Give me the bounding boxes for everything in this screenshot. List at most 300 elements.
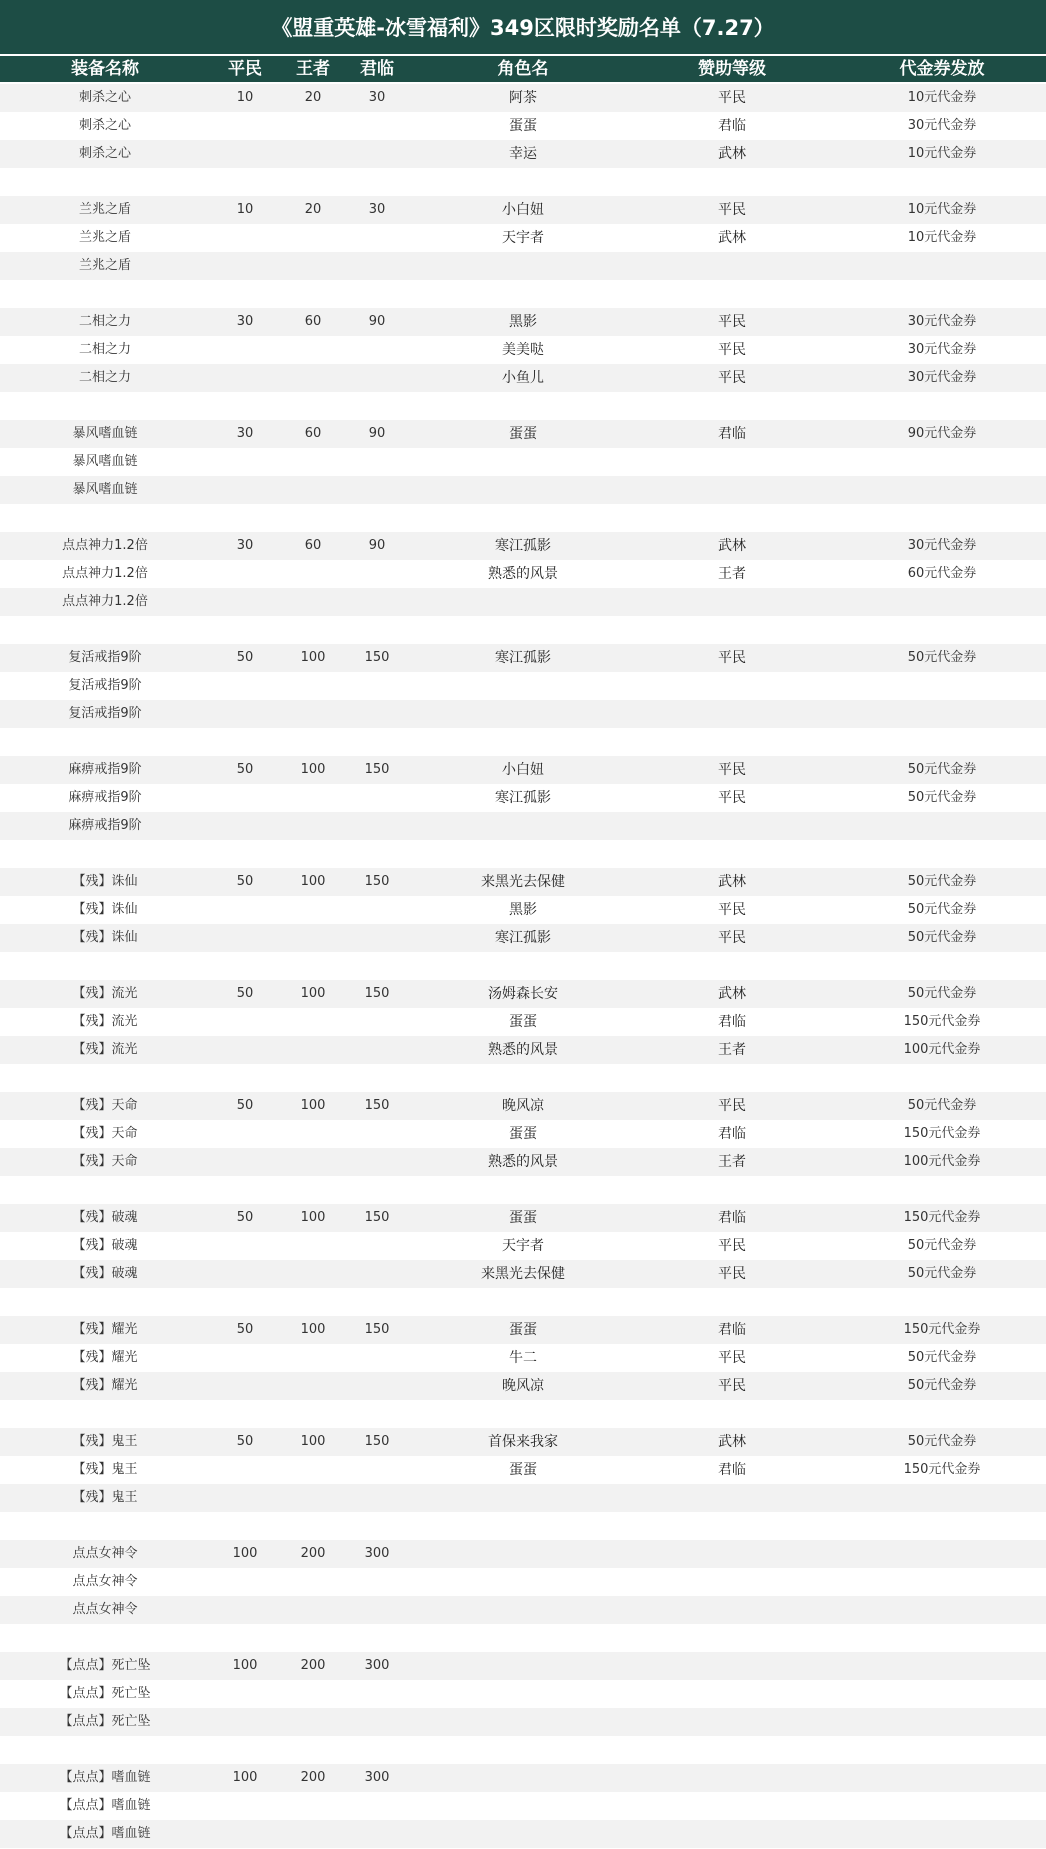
cell-role-name [443,504,603,532]
cell-sponsor-level [682,1484,782,1512]
cell-pingmin [215,1008,275,1036]
cell-sponsor-level: 平民 [718,90,746,106]
cell-sponsor-level: 平民 [718,930,746,946]
cell-coupon: 50元代金券 [907,986,977,1001]
cell-item-name: 点点神力1.2倍 [62,566,148,581]
cell-sponsor-level [682,1708,782,1736]
cell-item-name: 点点神力1.2倍 [62,594,148,609]
table-row [0,784,1046,812]
cell-sponsor-level [682,1176,782,1204]
cell-item-name: 【残】鬼王 [72,1434,138,1449]
table-row [0,168,1046,196]
cell-role-name: 晚风凉 [502,1098,544,1114]
cell-junlin: 150 [364,1434,390,1449]
cell-wangzhe [283,1232,343,1260]
cell-role-name [443,1708,603,1736]
cell-sponsor-level [682,588,782,616]
table-row [0,952,1046,980]
cell-role-name: 蛋蛋 [509,1462,537,1478]
cell-wangzhe: 100 [300,1322,326,1337]
table-row [0,1680,1046,1708]
cell-junlin [347,588,407,616]
cell-sponsor-level [682,1064,782,1092]
cell-role-name: 幸运 [509,146,537,162]
table-row [0,1652,1046,1680]
cell-junlin: 150 [364,1322,390,1337]
cell-junlin: 300 [364,1658,390,1673]
cell-wangzhe [283,896,343,924]
cell-sponsor-level: 君临 [718,1322,746,1338]
cell-item-name: 【残】流光 [72,1042,138,1057]
cell-sponsor-level: 王者 [718,1154,746,1170]
cell-junlin [347,168,407,196]
cell-item-name: 【点点】嗜血链 [59,1826,151,1841]
cell-coupon: 50元代金券 [907,650,977,665]
cell-pingmin [215,1036,275,1064]
cell-sponsor-level: 平民 [718,1098,746,1114]
cell-junlin [347,728,407,756]
cell-coupon: 50元代金券 [907,1238,977,1253]
cell-pingmin [215,924,275,952]
cell-sponsor-level [682,1820,782,1848]
header-wangzhe: 王者 [296,59,330,79]
table-row [0,700,1046,728]
cell-pingmin: 30 [236,538,254,553]
cell-pingmin: 100 [232,1546,258,1561]
table-row [0,476,1046,504]
cell-item-name: 暴风嗜血链 [72,426,138,441]
cell-item-name: 【点点】死亡坠 [59,1658,151,1673]
cell-coupon [862,840,1022,868]
cell-pingmin [215,1624,275,1652]
cell-wangzhe: 100 [300,1210,326,1225]
cell-sponsor-level [682,1736,782,1764]
cell-role-name [443,1400,603,1428]
cell-coupon: 90元代金券 [907,426,977,441]
cell-role-name [443,168,603,196]
cell-wangzhe [283,588,343,616]
cell-role-name: 熟悉的风景 [488,1042,558,1058]
cell-item-name: 复活戒指9阶 [68,678,142,693]
cell-junlin [347,280,407,308]
cell-item-name [30,1288,180,1316]
cell-sponsor-level [682,1764,782,1792]
cell-wangzhe [283,140,343,168]
cell-coupon [862,1568,1022,1596]
cell-role-name [443,700,603,728]
cell-coupon [862,1792,1022,1820]
cell-item-name [30,1624,180,1652]
table-row [0,1512,1046,1540]
cell-sponsor-level [682,1400,782,1428]
cell-item-name: 【残】天命 [72,1126,138,1141]
table-row [0,840,1046,868]
cell-role-name [443,1624,603,1652]
cell-junlin [347,140,407,168]
cell-role-name [443,840,603,868]
cell-item-name [30,1400,180,1428]
table-row [0,1204,1046,1232]
cell-role-name: 寒江孤影 [495,538,551,554]
cell-junlin: 150 [364,986,390,1001]
cell-item-name: 麻痹戒指9阶 [68,790,142,805]
cell-wangzhe: 200 [300,1658,326,1673]
cell-pingmin: 50 [236,986,254,1001]
cell-wangzhe: 20 [304,90,322,105]
table-row [0,1344,1046,1372]
table-row [0,1036,1046,1064]
cell-junlin [347,1400,407,1428]
cell-item-name [30,1736,180,1764]
cell-wangzhe: 100 [300,1098,326,1113]
cell-junlin [347,1008,407,1036]
cell-pingmin [215,1568,275,1596]
cell-role-name: 寒江孤影 [495,930,551,946]
cell-coupon: 50元代金券 [907,1378,977,1393]
cell-junlin [347,1792,407,1820]
cell-pingmin: 10 [236,90,254,105]
cell-coupon: 50元代金券 [907,874,977,889]
cell-item-name: 刺杀之心 [78,118,131,133]
cell-wangzhe [283,1456,343,1484]
cell-junlin [347,1176,407,1204]
cell-pingmin [215,784,275,812]
cell-wangzhe [283,1372,343,1400]
cell-junlin [347,1568,407,1596]
cell-wangzhe [283,392,343,420]
cell-wangzhe [283,1120,343,1148]
cell-sponsor-level: 平民 [718,650,746,666]
table-row [0,1260,1046,1288]
cell-sponsor-level: 武林 [718,538,746,554]
cell-item-name [30,280,180,308]
cell-junlin [347,952,407,980]
header-pingmin: 平民 [228,59,262,79]
table-row [0,1120,1046,1148]
cell-coupon: 50元代金券 [907,790,977,805]
cell-junlin: 300 [364,1546,390,1561]
table-row [0,364,1046,392]
table-row [0,1064,1046,1092]
cell-item-name: 麻痹戒指9阶 [68,818,142,833]
cell-junlin: 90 [368,314,386,329]
cell-junlin: 150 [364,650,390,665]
cell-coupon [862,1596,1022,1624]
cell-wangzhe [283,1288,343,1316]
cell-junlin [347,448,407,476]
cell-junlin [347,336,407,364]
cell-coupon [862,952,1022,980]
table-row [0,224,1046,252]
cell-sponsor-level: 君临 [718,1014,746,1030]
table-row [0,1792,1046,1820]
table-row [0,1624,1046,1652]
cell-pingmin [215,112,275,140]
cell-item-name: 【点点】嗜血链 [59,1798,151,1813]
cell-sponsor-level: 武林 [718,874,746,890]
cell-item-name: 【残】耀光 [72,1378,138,1393]
cell-role-name [443,1176,603,1204]
cell-pingmin [215,840,275,868]
table-row [0,1456,1046,1484]
table-row [0,896,1046,924]
cell-item-name: 【点点】嗜血链 [59,1770,151,1785]
cell-sponsor-level: 平民 [718,762,746,778]
table-row [0,420,1046,448]
cell-item-name: 【点点】死亡坠 [59,1686,151,1701]
cell-coupon [862,1176,1022,1204]
cell-sponsor-level: 武林 [718,146,746,162]
cell-item-name [30,1176,180,1204]
cell-role-name [443,392,603,420]
cell-wangzhe [283,952,343,980]
cell-coupon [862,1064,1022,1092]
cell-wangzhe [283,1708,343,1736]
cell-coupon [862,616,1022,644]
cell-role-name: 阿茶 [509,90,537,106]
cell-sponsor-level [682,252,782,280]
cell-sponsor-level: 君临 [718,1210,746,1226]
cell-pingmin [215,252,275,280]
cell-role-name [443,812,603,840]
table-row [0,1092,1046,1120]
cell-pingmin: 10 [236,202,254,217]
cell-role-name: 蛋蛋 [509,1210,537,1226]
cell-wangzhe [283,168,343,196]
cell-role-name [443,1792,603,1820]
table-row [0,812,1046,840]
cell-junlin: 150 [364,1210,390,1225]
table-row [0,112,1046,140]
cell-wangzhe [283,924,343,952]
table-row [0,924,1046,952]
cell-item-name: 兰兆之盾 [78,258,131,273]
cell-pingmin [215,952,275,980]
cell-role-name [443,280,603,308]
cell-wangzhe [283,616,343,644]
table-row [0,1764,1046,1792]
cell-coupon [862,1624,1022,1652]
cell-role-name: 蛋蛋 [509,1014,537,1030]
cell-wangzhe [283,252,343,280]
cell-role-name: 熟悉的风景 [488,1154,558,1170]
cell-item-name: 【残】鬼王 [72,1490,138,1505]
cell-pingmin [215,1148,275,1176]
cell-role-name [443,728,603,756]
cell-sponsor-level: 平民 [718,1266,746,1282]
cell-wangzhe [283,1792,343,1820]
cell-junlin [347,1820,407,1848]
table-row [0,728,1046,756]
cell-junlin [347,1232,407,1260]
cell-coupon: 30元代金券 [907,118,977,133]
cell-role-name: 汤姆森长安 [488,986,558,1002]
cell-coupon [862,672,1022,700]
cell-role-name [443,1484,603,1512]
cell-sponsor-level: 平民 [718,1238,746,1254]
cell-item-name: 麻痹戒指9阶 [68,762,142,777]
cell-role-name: 天宇者 [502,1238,544,1254]
cell-wangzhe [283,560,343,588]
cell-junlin: 300 [364,1770,390,1785]
cell-junlin [347,476,407,504]
cell-coupon: 150元代金券 [903,1210,981,1225]
cell-sponsor-level: 君临 [718,426,746,442]
cell-wangzhe: 200 [300,1770,326,1785]
cell-pingmin: 50 [236,1434,254,1449]
cell-role-name [443,1064,603,1092]
page-title: 《盟重英雄-冰雪福利》349区限时奖励名单（7.27） [0,0,1046,54]
cell-pingmin [215,1120,275,1148]
cell-sponsor-level [682,812,782,840]
table-row [0,616,1046,644]
cell-junlin [347,1372,407,1400]
cell-item-name [30,952,180,980]
cell-role-name: 天宇者 [502,230,544,246]
cell-wangzhe: 100 [300,986,326,1001]
cell-sponsor-level [682,168,782,196]
cell-coupon: 60元代金券 [907,566,977,581]
cell-role-name: 黑影 [509,314,537,330]
cell-wangzhe [283,1736,343,1764]
cell-pingmin [215,672,275,700]
cell-pingmin: 100 [232,1770,258,1785]
cell-pingmin [215,280,275,308]
cell-role-name [443,252,603,280]
cell-pingmin: 50 [236,762,254,777]
cell-role-name: 蛋蛋 [509,426,537,442]
cell-coupon: 50元代金券 [907,1266,977,1281]
cell-wangzhe [283,1820,343,1848]
table-row [0,196,1046,224]
cell-pingmin [215,1176,275,1204]
cell-sponsor-level [682,1624,782,1652]
cell-junlin [347,1344,407,1372]
cell-junlin [347,812,407,840]
cell-item-name [30,168,180,196]
cell-junlin [347,784,407,812]
cell-wangzhe [283,1064,343,1092]
cell-sponsor-level: 君临 [718,118,746,134]
cell-wangzhe [283,1148,343,1176]
cell-pingmin [215,504,275,532]
cell-coupon [862,1652,1022,1680]
cell-coupon [862,700,1022,728]
cell-coupon [862,1736,1022,1764]
cell-item-name: 二相之力 [78,342,131,357]
table-row [0,140,1046,168]
cell-pingmin: 30 [236,426,254,441]
cell-junlin [347,504,407,532]
cell-pingmin [215,392,275,420]
cell-item-name: 【残】破魂 [72,1210,138,1225]
cell-wangzhe [283,1596,343,1624]
cell-pingmin: 100 [232,1658,258,1673]
cell-role-name: 寒江孤影 [495,650,551,666]
table-row [0,1820,1046,1848]
cell-coupon [862,252,1022,280]
table-row [0,868,1046,896]
cell-sponsor-level [682,616,782,644]
table-row [0,1008,1046,1036]
cell-sponsor-level: 武林 [718,986,746,1002]
cell-pingmin: 50 [236,1322,254,1337]
cell-junlin [347,672,407,700]
cell-item-name [30,1064,180,1092]
cell-coupon [862,504,1022,532]
cell-wangzhe [283,784,343,812]
cell-sponsor-level [682,1512,782,1540]
cell-coupon: 10元代金券 [907,202,977,217]
cell-coupon: 150元代金券 [903,1126,981,1141]
cell-wangzhe [283,700,343,728]
cell-role-name [443,672,603,700]
cell-junlin [347,1708,407,1736]
cell-sponsor-level [682,1792,782,1820]
table-row [0,756,1046,784]
table-row [0,1316,1046,1344]
cell-junlin [347,1288,407,1316]
cell-coupon: 10元代金券 [907,230,977,245]
cell-coupon: 100元代金券 [903,1042,981,1057]
cell-role-name: 蛋蛋 [509,1126,537,1142]
cell-coupon: 50元代金券 [907,1098,977,1113]
cell-item-name: 【残】鬼王 [72,1462,138,1477]
cell-item-name: 刺杀之心 [78,146,131,161]
cell-wangzhe [283,1512,343,1540]
cell-coupon [862,1764,1022,1792]
cell-sponsor-level: 平民 [718,314,746,330]
cell-role-name: 首保来我家 [488,1434,558,1450]
table-row [0,280,1046,308]
cell-coupon: 50元代金券 [907,1434,977,1449]
cell-item-name: 二相之力 [78,370,131,385]
cell-sponsor-level: 平民 [718,202,746,218]
cell-coupon [862,392,1022,420]
cell-item-name [30,840,180,868]
cell-item-name: 【残】诛仙 [72,930,138,945]
cell-pingmin: 30 [236,314,254,329]
cell-sponsor-level: 平民 [718,370,746,386]
cell-item-name: 暴风嗜血链 [72,482,138,497]
cell-sponsor-level: 王者 [718,566,746,582]
cell-role-name [443,1764,603,1792]
cell-junlin [347,616,407,644]
cell-coupon [862,1540,1022,1568]
table-row [0,532,1046,560]
cell-item-name: 【残】耀光 [72,1350,138,1365]
table-row [0,1148,1046,1176]
cell-sponsor-level: 平民 [718,1378,746,1394]
cell-pingmin [215,1456,275,1484]
cell-item-name: 点点女神令 [72,1602,138,1617]
cell-sponsor-level [682,728,782,756]
cell-junlin [347,1064,407,1092]
cell-item-name: 【残】流光 [72,986,138,1001]
cell-pingmin [215,336,275,364]
cell-pingmin [215,1288,275,1316]
cell-pingmin: 50 [236,1210,254,1225]
cell-wangzhe: 200 [300,1546,326,1561]
cell-role-name [443,616,603,644]
cell-coupon: 50元代金券 [907,1350,977,1365]
cell-pingmin: 50 [236,650,254,665]
cell-item-name [30,616,180,644]
cell-wangzhe [283,672,343,700]
cell-item-name: 复活戒指9阶 [68,706,142,721]
cell-junlin [347,1596,407,1624]
cell-pingmin: 50 [236,874,254,889]
